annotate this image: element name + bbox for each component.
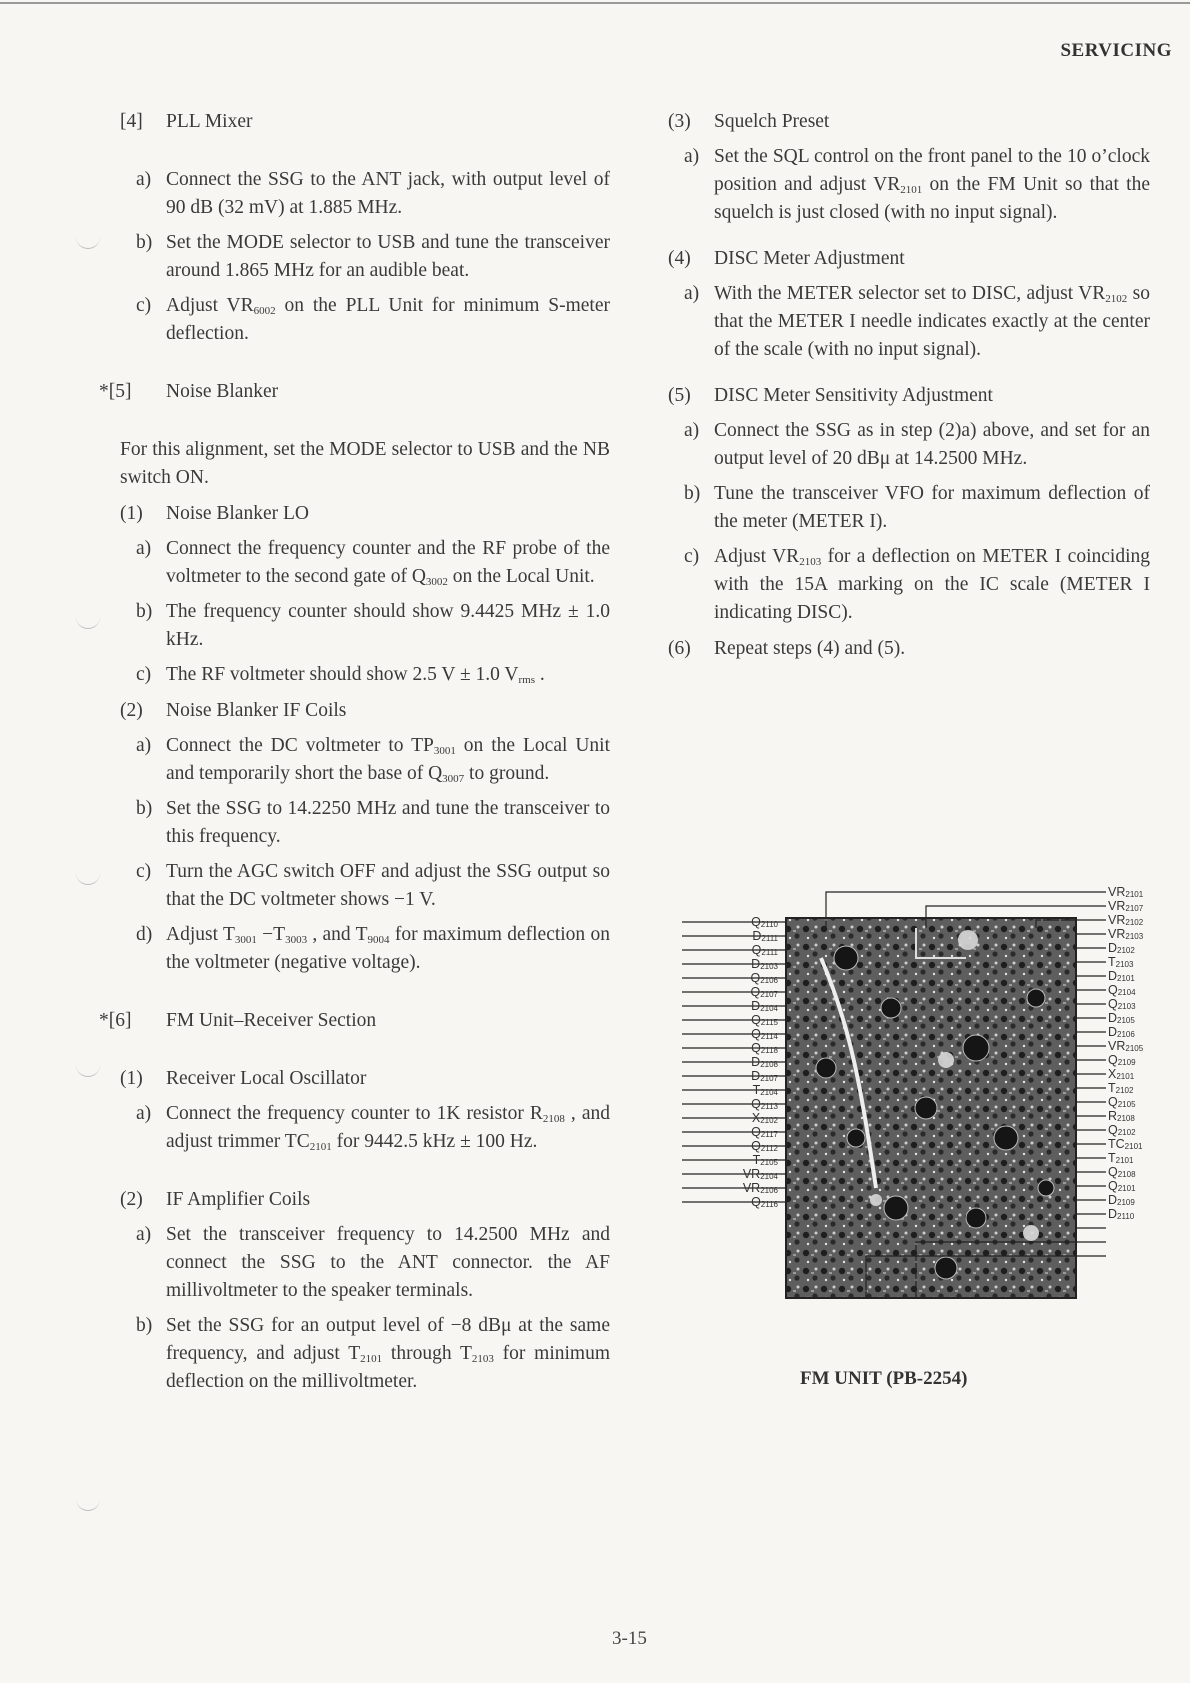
- figure-caption: FM UNIT (PB-2254): [800, 1368, 968, 1389]
- binder-mark: [76, 1062, 100, 1077]
- subsection-heading: (4) DISC Meter Adjustment: [668, 248, 905, 269]
- component-label: $T_{2101}$: [1108, 1151, 1134, 1165]
- intro-paragraph: For this alignment, set the MODE selector to USB and the NB switch ON.: [120, 439, 610, 488]
- component-label: $Q_{2111}$: [751, 943, 778, 957]
- step: b) Set the SSG to 14.2250 MHz and tune the transceiver to this frequency.: [136, 798, 610, 847]
- subsection-heading: (2) Noise Blanker IF Coils: [120, 700, 347, 721]
- component-label: $Q_{2115}$: [751, 1013, 778, 1027]
- step-text: Set the MODE selector to USB and tune the transceiver around 1.865 MHz for an audible beat.: [166, 232, 610, 281]
- component-label: $Q_{2103}$: [1108, 997, 1136, 1011]
- component-label: $VR_{2102}$: [1108, 913, 1144, 927]
- component-label: $D_{2110}$: [1108, 1207, 1135, 1221]
- subsection-heading: (5) DISC Meter Sensitivity Adjustment: [668, 385, 993, 406]
- subsection-heading: (1) Noise Blanker LO: [120, 503, 309, 524]
- component-label: $TC_{2101}$: [1108, 1137, 1143, 1151]
- binder-mark: [76, 614, 100, 629]
- step: c) The RF voltmeter should show 2.5 V ± 1.0 $V_{rms}$ .: [136, 664, 545, 686]
- step: a) Set the transceiver frequency to 14.2500 MHz and connect the SSG to the ANT connector. the AF millivoltmeter to the speaker terminals.: [136, 1224, 610, 1301]
- section-title: PLL Mixer: [166, 111, 253, 132]
- component-label: $D_{2106}$: [1108, 1025, 1135, 1039]
- component-label: $D_{2108}$: [751, 1055, 778, 1069]
- component-label: $Q_{2105}$: [1108, 1095, 1136, 1109]
- step-text: Connect the SSG to the ANT jack, with output level of 90 dB (32 mV) at 1.885 MHz.: [166, 169, 610, 218]
- component-label: $Q_{2116}$: [751, 1195, 778, 1209]
- binder-mark: [76, 1496, 100, 1511]
- step-label: c): [136, 295, 152, 316]
- component-label: $VR_{2101}$: [1108, 885, 1144, 899]
- step: a) Connect the frequency counter and the RF probe of the voltmeter to the second gate of $Q_{3002}$ on the Local Unit.: [136, 538, 610, 588]
- component-label: $Q_{2107}$: [750, 985, 778, 999]
- component-label: $Q_{2106}$: [750, 971, 778, 985]
- top-rule: [0, 2, 1190, 4]
- component-label: $D_{2101}$: [1108, 969, 1135, 983]
- step: a) Connect the DC voltmeter to $TP_{3001}$ on the Local Unit and temporarily short the base of $Q_{3007}$ to ground.: [136, 735, 610, 785]
- component-label: $X_{2102}$: [751, 1111, 778, 1125]
- component-label: $Q_{2112}$: [751, 1139, 778, 1153]
- component-label: $T_{2102}$: [1108, 1081, 1134, 1095]
- left-column: [99, 108, 610, 1396]
- step: a) Connect the SSG as in step (2)a) above, and set for an output level of 20 dBμ at 14.2500 MHz.: [684, 420, 1150, 469]
- component-label: $Q_{2113}$: [751, 1097, 778, 1111]
- step: b) The frequency counter should show 9.4425 MHz ± 1.0 kHz.: [136, 601, 610, 650]
- component-label: $Q_{2110}$: [751, 915, 778, 929]
- section-number: [4]: [120, 111, 143, 132]
- page-number: 3-15: [612, 1628, 647, 1649]
- page-header: SERVICING: [1060, 40, 1172, 61]
- section-number: *[5]: [99, 381, 132, 402]
- subsection-heading: (2) IF Amplifier Coils: [120, 1189, 311, 1210]
- subsection-heading: (1) Receiver Local Oscillator: [120, 1068, 367, 1089]
- component-label: $VR_{2107}$: [1108, 899, 1144, 913]
- component-label: $Q_{2101}$: [1108, 1179, 1136, 1193]
- step: a) Set the SQL control on the front panel to the 10 o’clock position and adjust $VR_{2101}$ on the FM Unit so that the squelch is just closed (with no input signal).: [684, 146, 1151, 223]
- step: [120, 292, 610, 348]
- component-label: $VR_{2104}$: [742, 1167, 778, 1181]
- component-label: $D_{2111}$: [752, 929, 778, 943]
- component-label: $D_{2103}$: [751, 957, 778, 971]
- component-label: $D_{2107}$: [751, 1069, 778, 1083]
- component-label: $Q_{2104}$: [1108, 983, 1136, 997]
- component-label: $Q_{2108}$: [1108, 1165, 1136, 1179]
- step-text: Adjust $VR_{6002}$ on the PLL Unit for minimum S-meter deflection.: [166, 295, 610, 344]
- component-label: $Q_{2114}$: [751, 1027, 778, 1041]
- component-label: $T_{2103}$: [1108, 955, 1134, 969]
- component-label: $T_{2105}$: [752, 1153, 778, 1167]
- component-label: $D_{2105}$: [1108, 1011, 1135, 1025]
- component-label: $Q_{2109}$: [1108, 1053, 1136, 1067]
- step: b) Set the SSG for an output level of −8 dBμ at the same frequency, and adjust $T_{2101}$ through $T_{2103}$ for minimum deflection on the millivoltmeter.: [136, 1315, 610, 1392]
- right-column: [668, 108, 1150, 663]
- subsection-heading: (3) Squelch Preset: [668, 111, 830, 132]
- component-label: $R_{2108}$: [1108, 1109, 1135, 1123]
- step: b) Tune the transceiver VFO for maximum deflection of the meter (METER I).: [684, 483, 1150, 532]
- component-label: $VR_{2103}$: [1108, 927, 1144, 941]
- section-heading: *[6] FM Unit–Receiver Section: [99, 1010, 377, 1031]
- component-label: $D_{2109}$: [1108, 1193, 1135, 1207]
- component-label: $Q_{2117}$: [751, 1125, 778, 1139]
- step: a) With the METER selector set to DISC, adjust $VR_{2102}$ so that the METER I needle indicates exactly at the center of the scale (with no input signal).: [684, 283, 1150, 360]
- step: c) Turn the AGC switch OFF and adjust the SSG output so that the DC voltmeter shows −1 V.: [136, 861, 610, 910]
- component-label: $X_{2101}$: [1108, 1067, 1135, 1081]
- step: c) Adjust $VR_{2103}$ for a deflection on METER I coinciding with the 15A marking on the IC scale (METER I indicating DISC).: [684, 546, 1150, 623]
- section-heading: [120, 108, 610, 136]
- section-heading: [99, 378, 610, 406]
- component-label: $VR_{2106}$: [742, 1181, 778, 1195]
- binder-mark: [76, 870, 100, 885]
- step-label: a): [136, 169, 152, 190]
- binder-mark: [76, 234, 100, 249]
- section-title: Noise Blanker: [166, 381, 279, 402]
- component-label: $T_{2104}$: [752, 1083, 778, 1097]
- step: d) Adjust $T_{3001} -T_{3003}$ , and $T_{9004}$ for maximum deflection on the voltmeter (negative voltage).: [136, 924, 610, 973]
- pcb-figure: [676, 885, 1176, 1328]
- step: [120, 229, 610, 285]
- component-label: $VR_{2105}$: [1108, 1039, 1144, 1053]
- subsection-heading: (6) Repeat steps (4) and (5).: [668, 638, 906, 659]
- step: a) Connect the frequency counter to 1K resistor $R_{2108}$ , and adjust trimmer $TC_{2101}$ for 9442.5 kHz ± 100 Hz.: [136, 1103, 610, 1153]
- step-label: b): [136, 232, 153, 253]
- component-label: $Q_{2118}$: [751, 1041, 778, 1055]
- component-label: $D_{2104}$: [751, 999, 778, 1013]
- step: [120, 166, 610, 222]
- component-label: $D_{2102}$: [1108, 941, 1135, 955]
- component-label: $Q_{2102}$: [1108, 1123, 1136, 1137]
